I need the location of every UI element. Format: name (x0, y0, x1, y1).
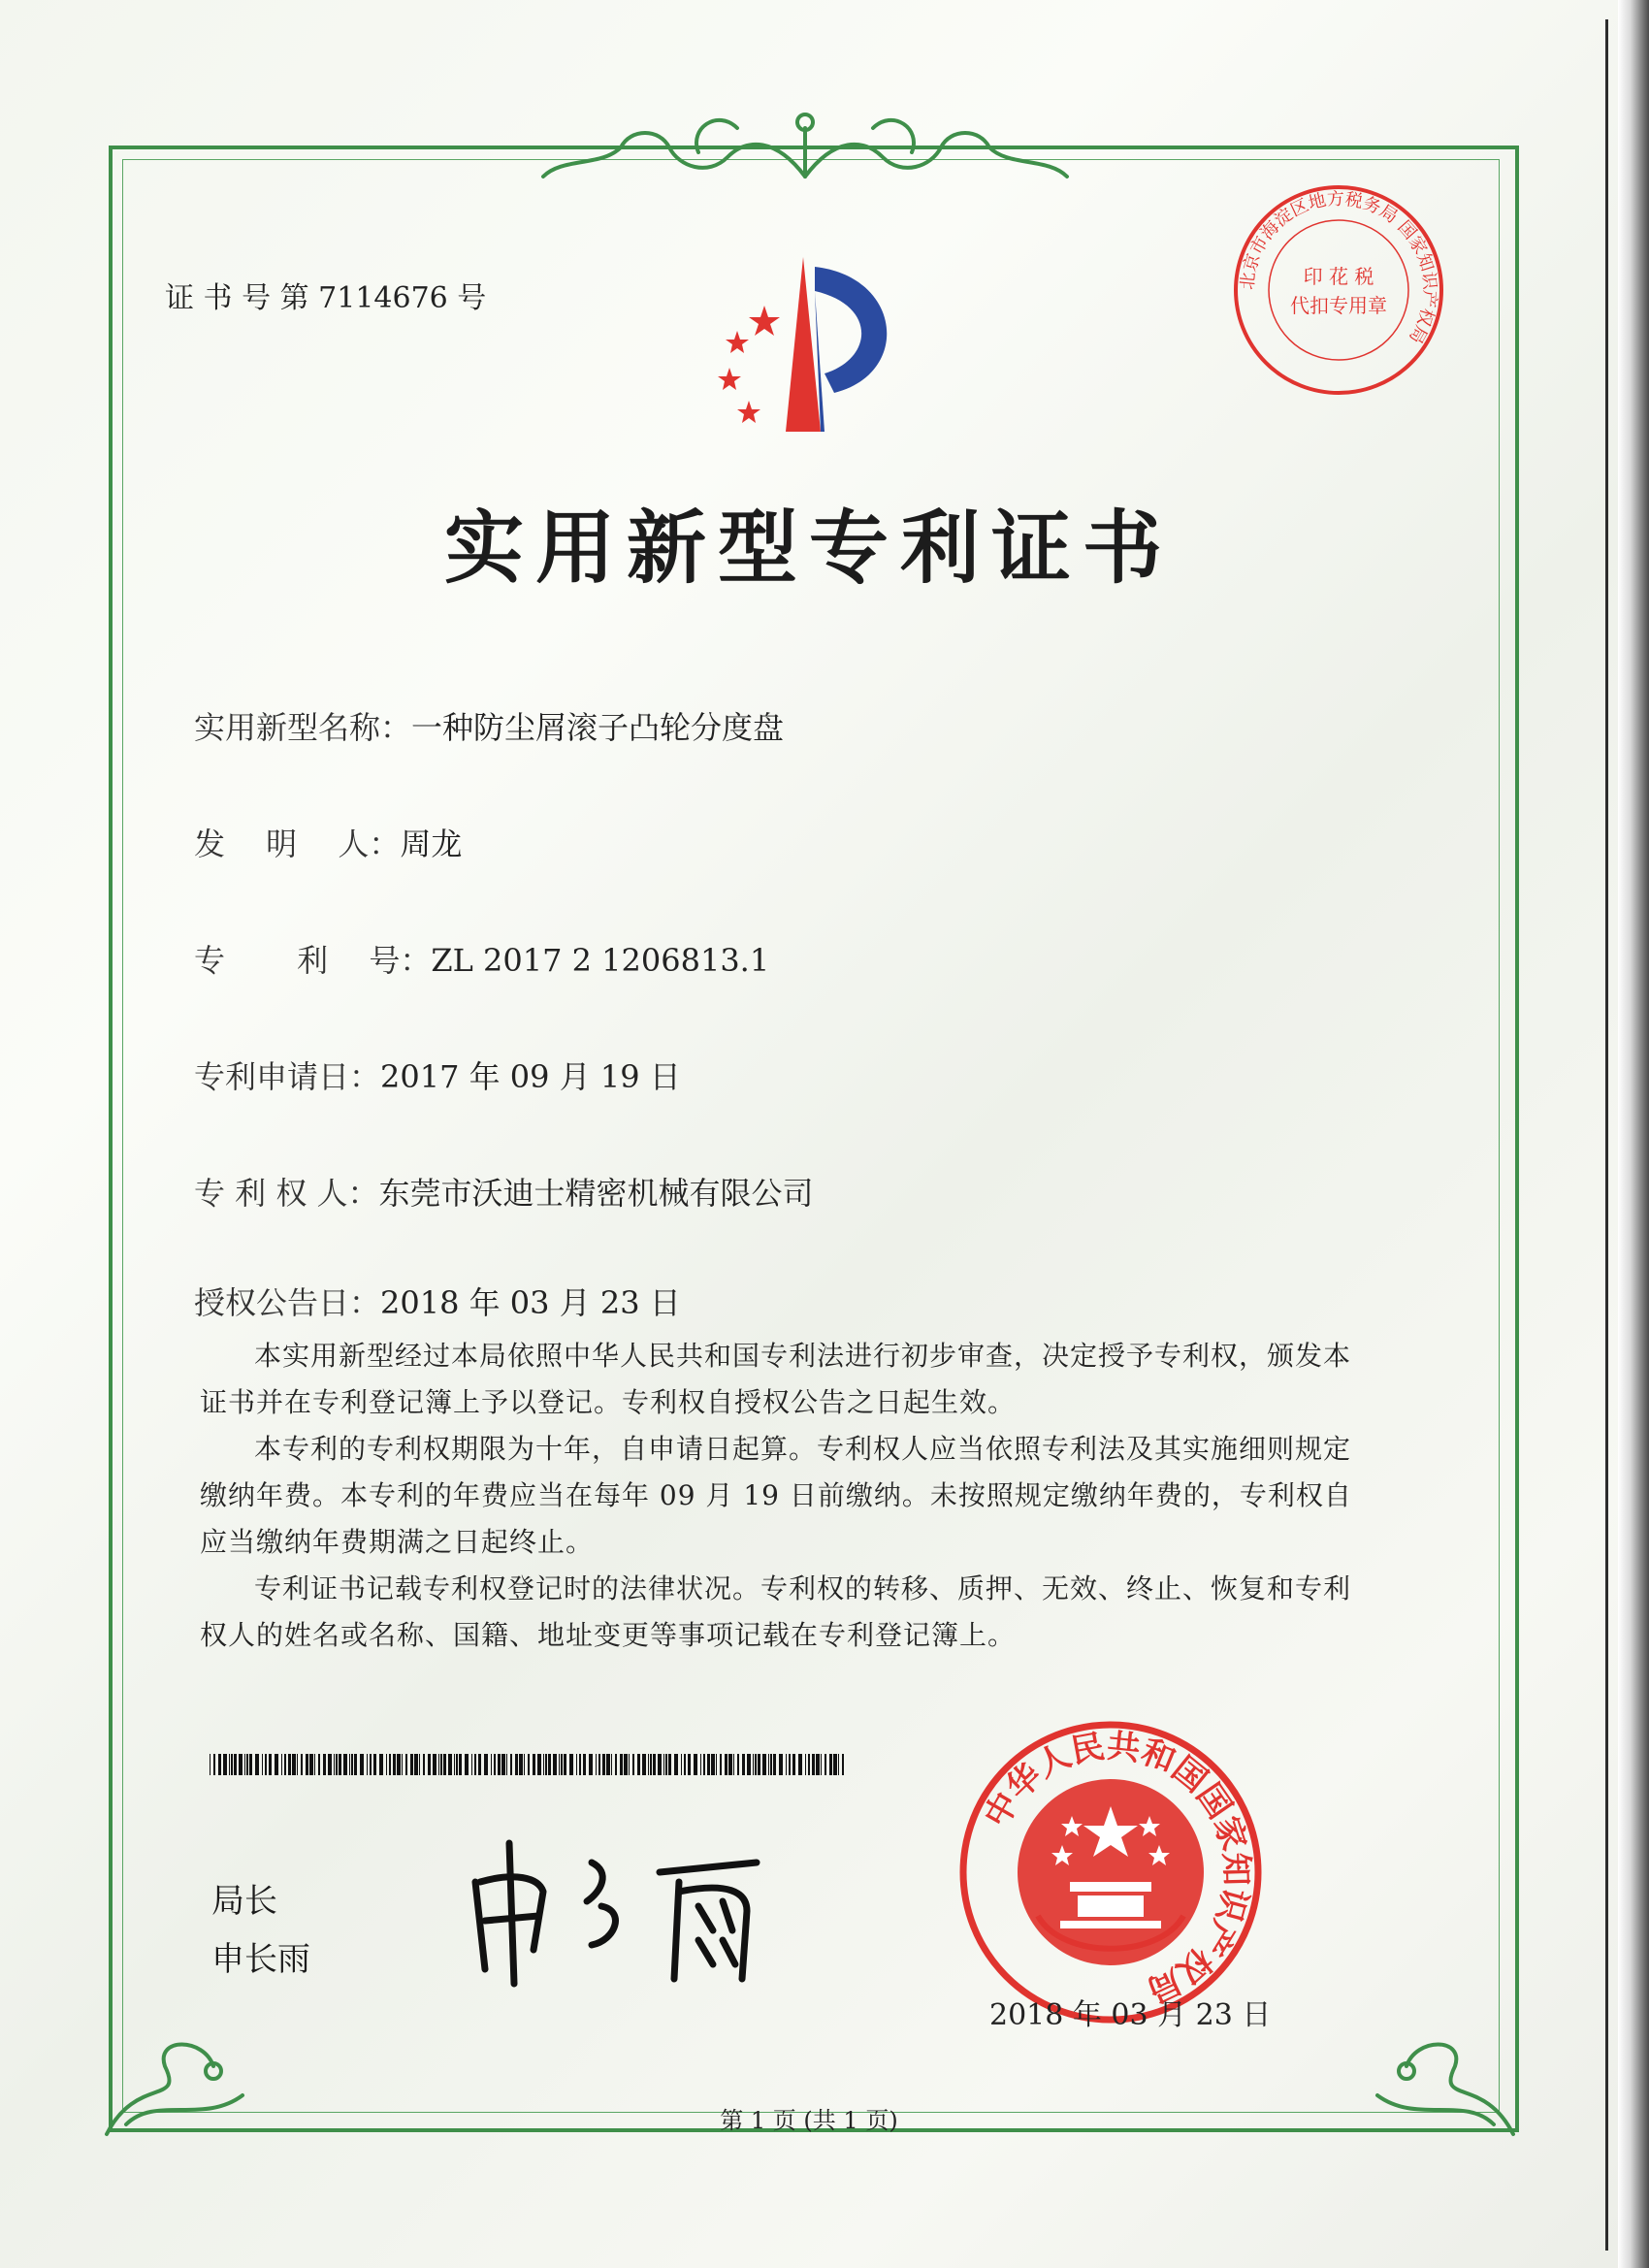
barcode-bar (808, 1754, 810, 1775)
barcode-bar (402, 1754, 403, 1775)
barcode-bar (223, 1754, 227, 1775)
barcode-bar (367, 1754, 368, 1775)
barcode-bar (596, 1754, 597, 1775)
barcode-bar (386, 1754, 387, 1775)
stamp-tax-seal (1227, 178, 1450, 402)
barcode-bar (747, 1754, 751, 1775)
barcode-bar (288, 1754, 291, 1775)
page-number: 第 1 页 (共 1 页) (720, 2107, 898, 2134)
barcode-bar (506, 1754, 507, 1775)
barcode-bar (410, 1754, 413, 1775)
barcode-bar (762, 1754, 766, 1775)
barcode-bar (454, 1754, 455, 1775)
barcode-bar (620, 1754, 623, 1775)
field-inventor (194, 820, 462, 864)
barcode-bar (354, 1754, 357, 1775)
barcode-bar (244, 1754, 245, 1775)
barcode-bar (637, 1754, 640, 1775)
barcode-bar (265, 1754, 267, 1775)
barcode-bar (805, 1754, 806, 1775)
field-value: ZL 2017 2 1206813.1 (431, 942, 770, 979)
certificate-border-inner (122, 159, 1500, 2113)
barcode-bar (428, 1754, 431, 1775)
cnipa-emblem-icon (679, 247, 931, 441)
barcode-bar (779, 1754, 783, 1775)
certificate-number: 证 书 号 第 7114676 号 (165, 281, 487, 315)
barcode-bar (456, 1754, 458, 1775)
national-seal-ring-text: 中华人民共和国国家知识产权局 (977, 1727, 1256, 2010)
field-value: 东莞市沃迪士精密机械有限公司 (378, 1175, 814, 1212)
barcode-bar (275, 1754, 278, 1775)
barcode-bar (246, 1754, 248, 1775)
barcode-bar (533, 1754, 535, 1775)
field-label: 发 明 人： (194, 826, 401, 862)
barcode-bar (725, 1754, 728, 1775)
field-label: 专利申请日： (194, 1058, 381, 1095)
grant-date-stamp: 2018 年 03 月 23 日 (989, 1998, 1272, 2032)
barcode-bar (443, 1754, 446, 1775)
barcode-bar (598, 1754, 600, 1775)
barcode-bar (838, 1754, 839, 1775)
barcode-bar (284, 1754, 286, 1775)
field-value: 2017 年 09 月 19 日 (380, 1058, 681, 1095)
barcode-bar (309, 1754, 313, 1775)
body-paragraph-1: 本实用新型经过本局依照中华人民共和国专利法进行初步审查，决定授予专利权，颁发本证书并在专利登记簿上予以登记。专利权自授权公告之日起生效。 (200, 1340, 1352, 1418)
barcode-bar (405, 1754, 407, 1775)
barcode-bar (583, 1754, 586, 1775)
barcode-bar (653, 1754, 656, 1775)
field-grant-announcement-date (194, 1279, 681, 1323)
barcode-bar (515, 1754, 518, 1775)
barcode-bar (728, 1754, 732, 1775)
barcode-bar (448, 1754, 452, 1775)
barcode-bar (419, 1754, 420, 1775)
barcode-bar (301, 1754, 303, 1775)
barcode-bar (642, 1754, 646, 1775)
barcode-bar (658, 1754, 662, 1775)
barcode-bar (528, 1754, 530, 1775)
barcode-bar (684, 1754, 686, 1775)
barcode-bar (703, 1754, 705, 1775)
barcode-bar (733, 1754, 734, 1775)
barcode-bar (339, 1754, 341, 1775)
barcode-bar (569, 1754, 573, 1775)
barcode-bar (465, 1754, 469, 1775)
barcode-bar (281, 1754, 282, 1775)
barcode-bar (611, 1754, 612, 1775)
barcode (210, 1754, 850, 1775)
barcode-bar (393, 1754, 396, 1775)
barcode-bar (650, 1754, 652, 1775)
barcode-bar (349, 1754, 350, 1775)
barcode-bar (334, 1754, 335, 1775)
barcode-bar (755, 1754, 757, 1775)
national-ip-office-seal (955, 1717, 1266, 2027)
barcode-bar (269, 1754, 272, 1775)
barcode-bar (833, 1754, 837, 1775)
barcode-bar (786, 1754, 787, 1775)
barcode-bar (306, 1754, 308, 1775)
barcode-bar (579, 1754, 581, 1775)
barcode-bar (484, 1754, 488, 1775)
barcode-bar (360, 1754, 364, 1775)
barcode-bar (606, 1754, 610, 1775)
body-paragraph-3: 专利证书记载专利权登记时的法律状况。专利权的转移、质押、无效、终止、恢复和专利权人的姓名或名称、国籍、地址变更等事项记载在专利登记簿上。 (200, 1572, 1352, 1651)
field-value: 一种防尘屑滚子凸轮分度盘 (411, 709, 785, 746)
barcode-bar (700, 1754, 701, 1775)
barcode-bar (553, 1754, 557, 1775)
barcode-bar (824, 1754, 826, 1775)
barcode-bar (249, 1754, 252, 1775)
barcode-bar (829, 1754, 832, 1775)
field-label: 专 利 权 人： (194, 1175, 379, 1212)
barcode-bar (674, 1754, 678, 1775)
body-paragraph-2: 本专利的专利权期限为十年，自申请日起算。专利权人应当依照专利法及其实施细则规定缴纳年费。本专利的年费应当在每年 09 月 19 日前缴纳。未按照规定缴纳年费的，专利权自应当缴纳年费期满之日起终止。 (200, 1433, 1352, 1558)
barcode-bar (373, 1754, 376, 1775)
barcode-bar (440, 1754, 442, 1775)
barcode-bar (318, 1754, 320, 1775)
barcode-bar (768, 1754, 769, 1775)
barcode-bar (328, 1754, 332, 1775)
barcode-bar (742, 1754, 745, 1775)
barcode-bar (262, 1754, 263, 1775)
field-patentee (194, 1169, 814, 1214)
barcode-bar (474, 1754, 476, 1775)
barcode-bar (589, 1754, 593, 1775)
field-label: 专 利 号： (194, 942, 432, 979)
barcode-bar (821, 1754, 822, 1775)
barcode-bar (501, 1754, 505, 1775)
barcode-bar (694, 1754, 697, 1775)
field-label: 授权公告日： (194, 1284, 381, 1321)
field-application-date (194, 1053, 681, 1097)
barcode-bar (471, 1754, 472, 1775)
field-utility-model-name (194, 703, 784, 748)
barcode-bar (629, 1754, 630, 1775)
barcode-bar (624, 1754, 628, 1775)
barcode-bar (297, 1754, 298, 1775)
barcode-bar (561, 1754, 563, 1775)
barcode-bar (543, 1754, 544, 1775)
barcode-bar (668, 1754, 671, 1775)
barcode-bar (524, 1754, 525, 1775)
stamp-tax-seal-line-2: 代扣专用章 (1290, 294, 1387, 317)
stamp-tax-seal-ring-text: 北京市海淀区地方税务局 国家知识产权局 (1237, 188, 1440, 347)
barcode-bar (459, 1754, 462, 1775)
barcode-bar (615, 1754, 617, 1775)
barcode-bar (433, 1754, 436, 1775)
barcode-bar (773, 1754, 776, 1775)
barcode-bar (423, 1754, 425, 1775)
barcode-bar (438, 1754, 439, 1775)
barcode-bar (510, 1754, 512, 1775)
stamp-tax-seal-line-1: 印 花 税 (1303, 265, 1374, 288)
field-value: 2018 年 03 月 23 日 (380, 1284, 681, 1321)
certificate-body-text (200, 1333, 1364, 1659)
barcode-bar (478, 1754, 481, 1775)
barcode-bar (559, 1754, 560, 1775)
barcode-bar (314, 1754, 315, 1775)
barcode-bar (798, 1754, 802, 1775)
field-label: 实用新型名称： (194, 709, 412, 746)
barcode-bar (648, 1754, 649, 1775)
barcode-bar (720, 1754, 722, 1775)
barcode-bar (548, 1754, 551, 1775)
barcode-bar (213, 1754, 215, 1775)
barcode-bar (239, 1754, 242, 1775)
barcode-bar (770, 1754, 772, 1775)
barcode-bar (370, 1754, 372, 1775)
barcode-bar (336, 1754, 338, 1775)
barcode-bar (716, 1754, 717, 1775)
barcode-bar (255, 1754, 259, 1775)
barcode-bar (688, 1754, 691, 1775)
barcode-bar (343, 1754, 347, 1775)
field-value: 周龙 (400, 826, 463, 862)
barcode-bar (323, 1754, 326, 1775)
barcode-bar (231, 1754, 233, 1775)
barcode-bar (414, 1754, 418, 1775)
barcode-bar (842, 1754, 844, 1775)
director-name: 申长雨 (211, 1940, 310, 1979)
barcode-bar (292, 1754, 296, 1775)
certificate-title: 实用新型专利证书 (443, 502, 1174, 595)
top-ornament-icon (524, 99, 1086, 196)
barcode-bar (498, 1754, 501, 1775)
barcode-bar (816, 1754, 820, 1775)
barcode-bar (632, 1754, 634, 1775)
barcode-bar (491, 1754, 492, 1775)
barcode-bar (792, 1754, 795, 1775)
barcode-bar (753, 1754, 754, 1775)
barcode-bar (229, 1754, 230, 1775)
barcode-bar (812, 1754, 815, 1775)
barcode-bar (218, 1754, 221, 1775)
barcode-bar (397, 1754, 401, 1775)
director-signature (456, 1824, 824, 1989)
director-title: 局长 (211, 1882, 277, 1921)
barcode-bar (545, 1754, 547, 1775)
barcode-bar (389, 1754, 391, 1775)
barcode-bar (537, 1754, 541, 1775)
barcode-bar (789, 1754, 791, 1775)
barcode-bar (758, 1754, 760, 1775)
barcode-bar (519, 1754, 523, 1775)
spine-edge-line (1605, 19, 1608, 2251)
book-spine-shadow (1618, 0, 1649, 2268)
barcode-bar (576, 1754, 577, 1775)
barcode-bar (707, 1754, 710, 1775)
barcode-bar (351, 1754, 353, 1775)
barcode-bar (234, 1754, 237, 1775)
barcode-bar (379, 1754, 383, 1775)
barcode-bar (564, 1754, 566, 1775)
barcode-bar (681, 1754, 682, 1775)
barcode-bar (494, 1754, 496, 1775)
barcode-bar (737, 1754, 739, 1775)
field-patent-number (194, 936, 769, 981)
barcode-bar (711, 1754, 715, 1775)
barcode-bar (602, 1754, 605, 1775)
barcode-bar (663, 1754, 664, 1775)
barcode-bar (665, 1754, 667, 1775)
